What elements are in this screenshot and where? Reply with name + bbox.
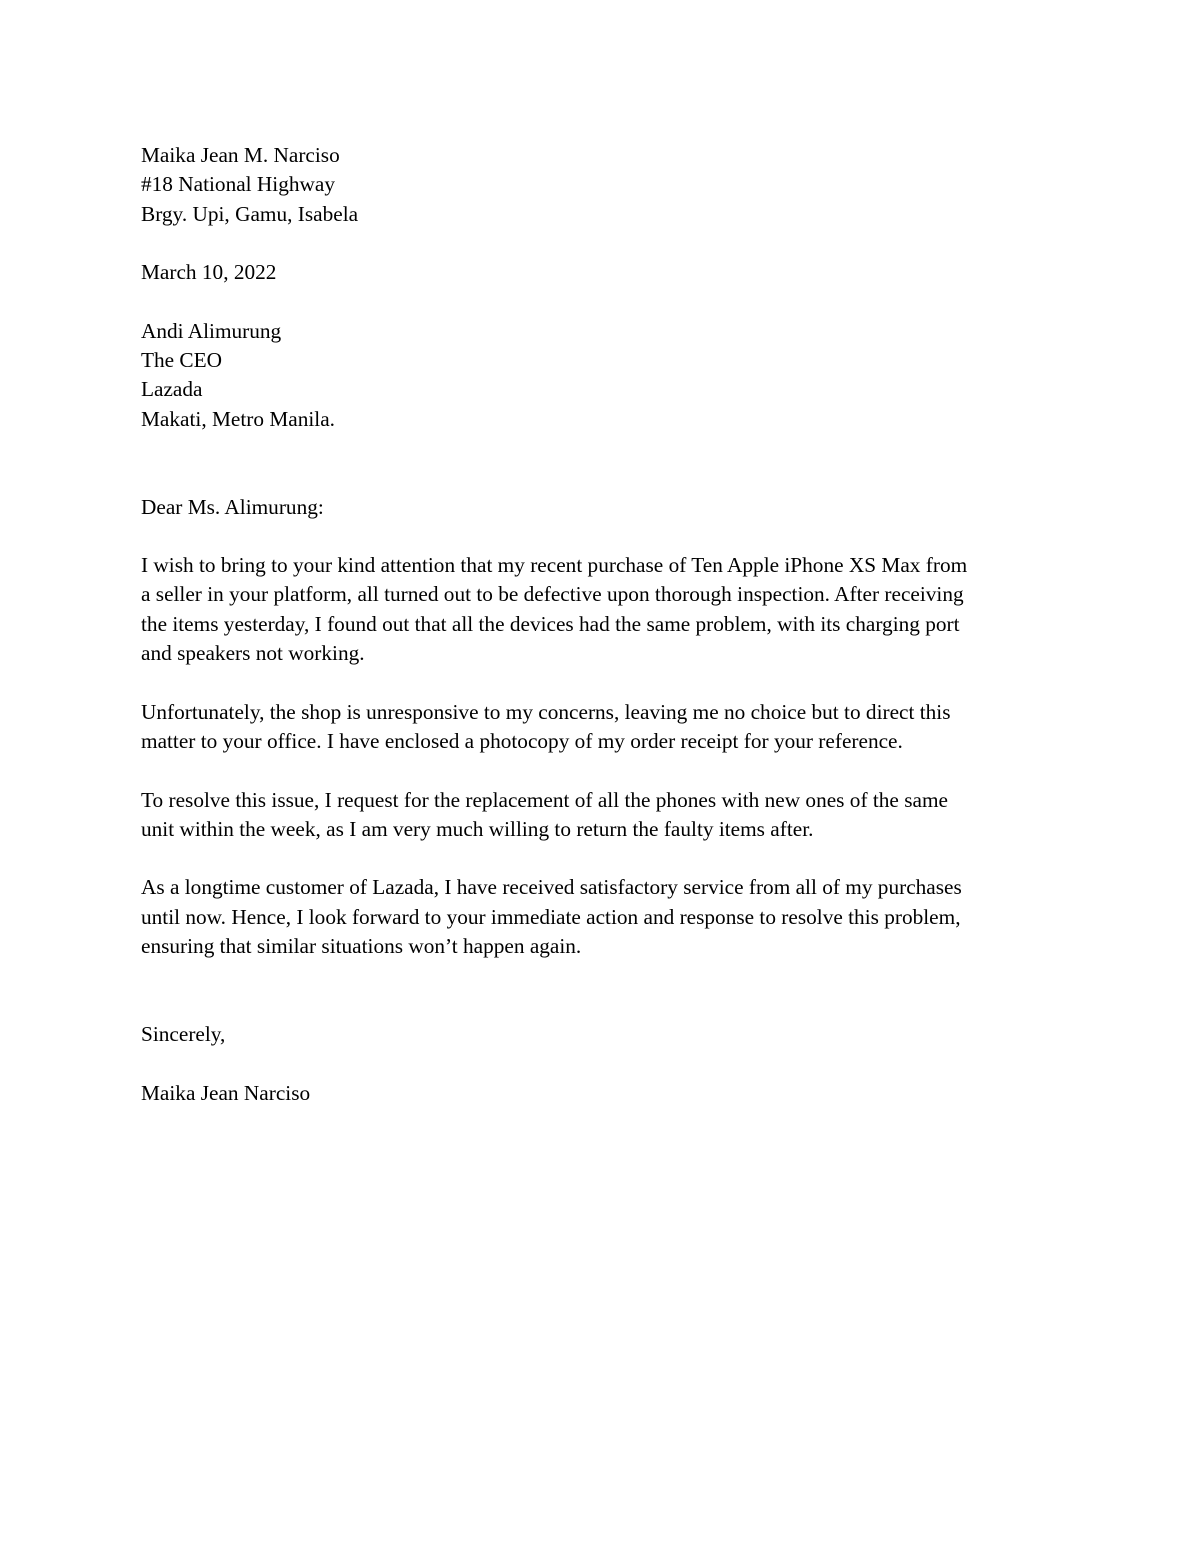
- recipient-block: [141, 317, 1071, 434]
- body-paragraph-2: [141, 698, 1071, 757]
- body-line: I wish to bring to your kind attention that my recent purchase of Ten Apple iPhone XS Max from: [141, 553, 968, 578]
- salutation: Dear Ms. Alimurung:: [141, 494, 324, 519]
- recipient-name: Andi Alimurung: [141, 318, 282, 343]
- sender-block: [141, 141, 1071, 229]
- letter-date: March 10, 2022: [141, 260, 277, 285]
- body-line: and speakers not working.: [141, 641, 365, 666]
- body-paragraph-3: [141, 786, 1071, 845]
- signature-name: Maika Jean Narciso: [141, 1080, 311, 1105]
- body-line: matter to your office. I have enclosed a photocopy of my order receipt for your reference.: [141, 728, 903, 753]
- body-paragraph-1: [141, 551, 1071, 668]
- recipient-location: Makati, Metro Manila.: [141, 406, 335, 431]
- recipient-company: Lazada: [141, 377, 203, 402]
- letter-body: [141, 141, 1071, 1108]
- body-line: As a longtime customer of Lazada, I have received satisfactory service from all of my purchases: [141, 875, 962, 900]
- body-line: until now. Hence, I look forward to your immediate action and response to resolve this problem,: [141, 904, 961, 929]
- body-line: To resolve this issue, I request for the replacement of all the phones with new ones of the same: [141, 787, 948, 812]
- sender-address-line2: Brgy. Upi, Gamu, Isabela: [141, 201, 359, 226]
- body-paragraph-4: [141, 873, 1071, 961]
- body-line: Unfortunately, the shop is unresponsive to my concerns, leaving me no choice but to direct this: [141, 699, 951, 724]
- body-line: unit within the week, as I am very much willing to return the faulty items after.: [141, 816, 814, 841]
- closing: Sincerely,: [141, 1021, 226, 1046]
- sender-address-line1: #18 National Highway: [141, 172, 336, 197]
- body-line: a seller in your platform, all turned out to be defective upon thorough inspection. After receiving: [141, 582, 964, 607]
- sender-name: Maika Jean M. Narciso: [141, 143, 340, 167]
- recipient-title: The CEO: [141, 348, 223, 373]
- body-line: the items yesterday, I found out that all the devices had the same problem, with its charging port: [141, 611, 960, 636]
- body-line: ensuring that similar situations won’t happen again.: [141, 934, 582, 959]
